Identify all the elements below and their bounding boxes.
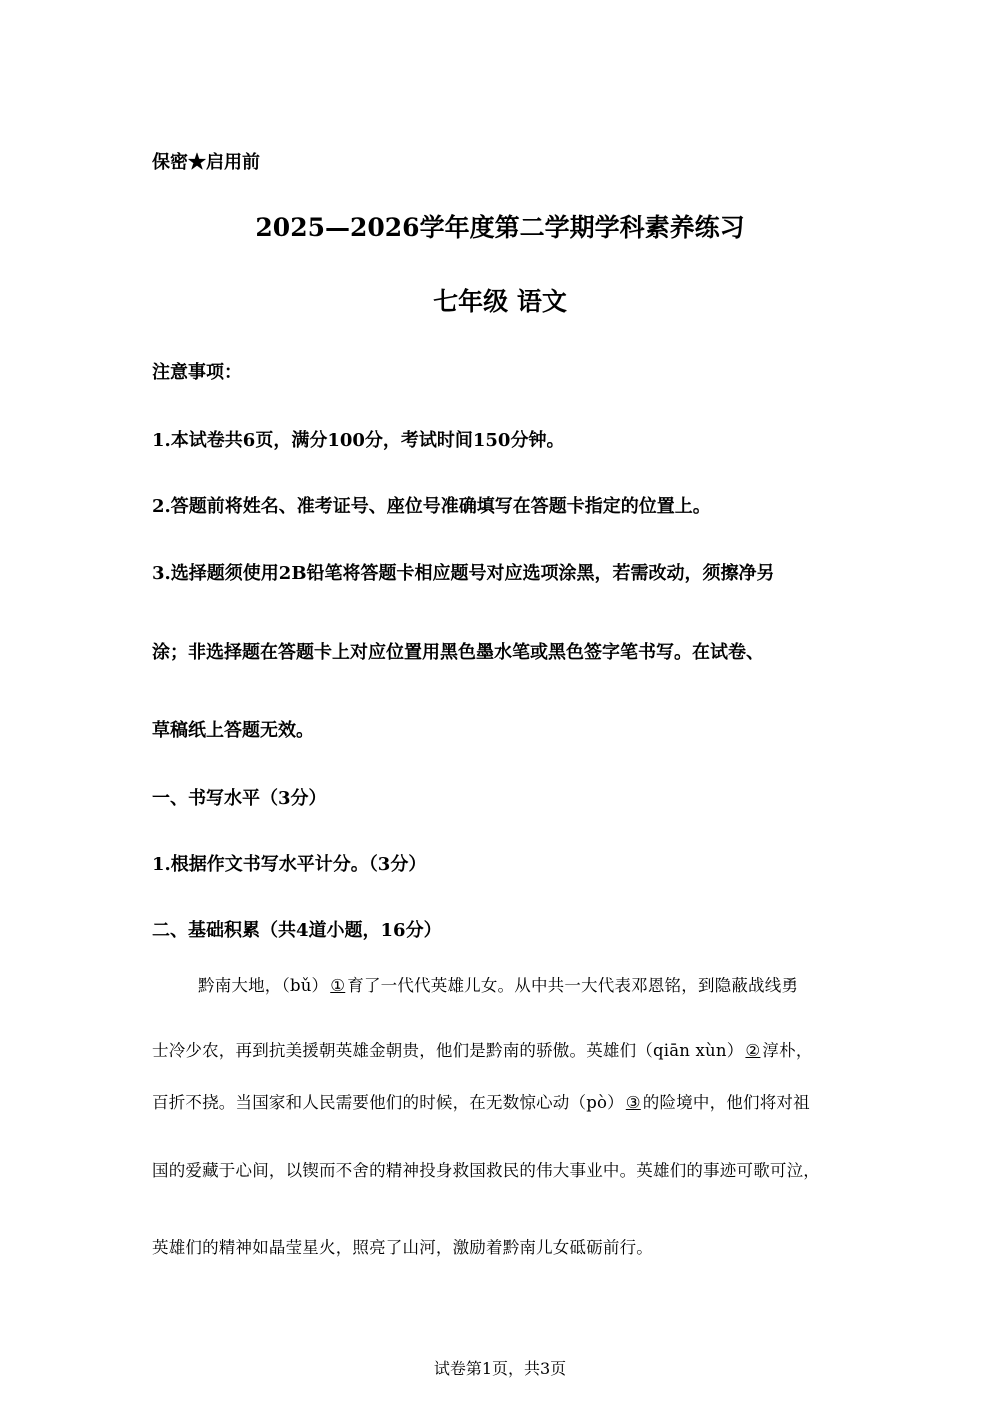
- passage-line-4: 国的爱藏于心间，以锲而不舍的精神投身救国救民的伟大事业中。英雄们的事迹可歌可泣，: [152, 1161, 820, 1180]
- passage-text: 淳朴，: [762, 1041, 813, 1060]
- notice-item-3-line-2: 涂；非选择题在答题卡上对应位置用黑色墨水笔或黑色签字笔书写。在试卷、: [152, 642, 764, 663]
- passage-line-3: [152, 1089, 810, 1113]
- fill-blank-2: ②: [745, 1041, 761, 1060]
- exam-title: 2025—2026学年度第二学期学科素养练习: [255, 213, 745, 242]
- notice-heading: 注意事项：: [152, 362, 242, 383]
- page-footer: 试卷第1页，共3页: [433, 1359, 567, 1378]
- exam-subtitle: 七年级 语文: [433, 287, 567, 316]
- notice-item-2: 2.答题前将姓名、准考证号、座位号准确填写在答题卡指定的位置上。: [152, 496, 711, 517]
- passage-line-2: [152, 1037, 813, 1061]
- notice-item-3-line-3: 草稿纸上答题无效。: [152, 720, 314, 741]
- passage-text: 百折不挠。当国家和人民需要他们的时候，在无数惊心动（pò）: [152, 1093, 624, 1112]
- passage-line-5: 英雄们的精神如晶莹星火，照亮了山河，激励着黔南儿女砥砺前行。: [152, 1238, 653, 1257]
- notice-item-1: 1.本试卷共6页，满分100分，考试时间150分钟。: [152, 430, 565, 451]
- section-2-heading: 二、基础积累（共4道小题，16分）: [152, 920, 442, 941]
- passage-text: 育了一代代英雄儿女。从中共一大代表邓恩铭，到隐蔽战线勇: [347, 976, 799, 995]
- question-1: 1.根据作文书写水平计分。（3分）: [152, 854, 427, 875]
- passage-text: 黔南大地，（bǔ）: [198, 976, 329, 995]
- passage-text: 的险境中，他们将对祖: [642, 1093, 810, 1112]
- fill-blank-3: ③: [625, 1093, 641, 1112]
- secret-mark: 保密★启用前: [152, 152, 260, 173]
- section-1-heading: 一、书写水平（3分）: [152, 788, 327, 809]
- fill-blank-1: ①: [330, 976, 346, 995]
- notice-item-3-line-1: 3.选择题须使用2B铅笔将答题卡相应题号对应选项涂黑，若需改动，须擦净另: [152, 563, 775, 584]
- passage-text: 士冷少农，再到抗美援朝英雄金朝贵，他们是黔南的骄傲。英雄们（qiān xùn）: [152, 1041, 744, 1060]
- passage-line-1: [198, 972, 798, 996]
